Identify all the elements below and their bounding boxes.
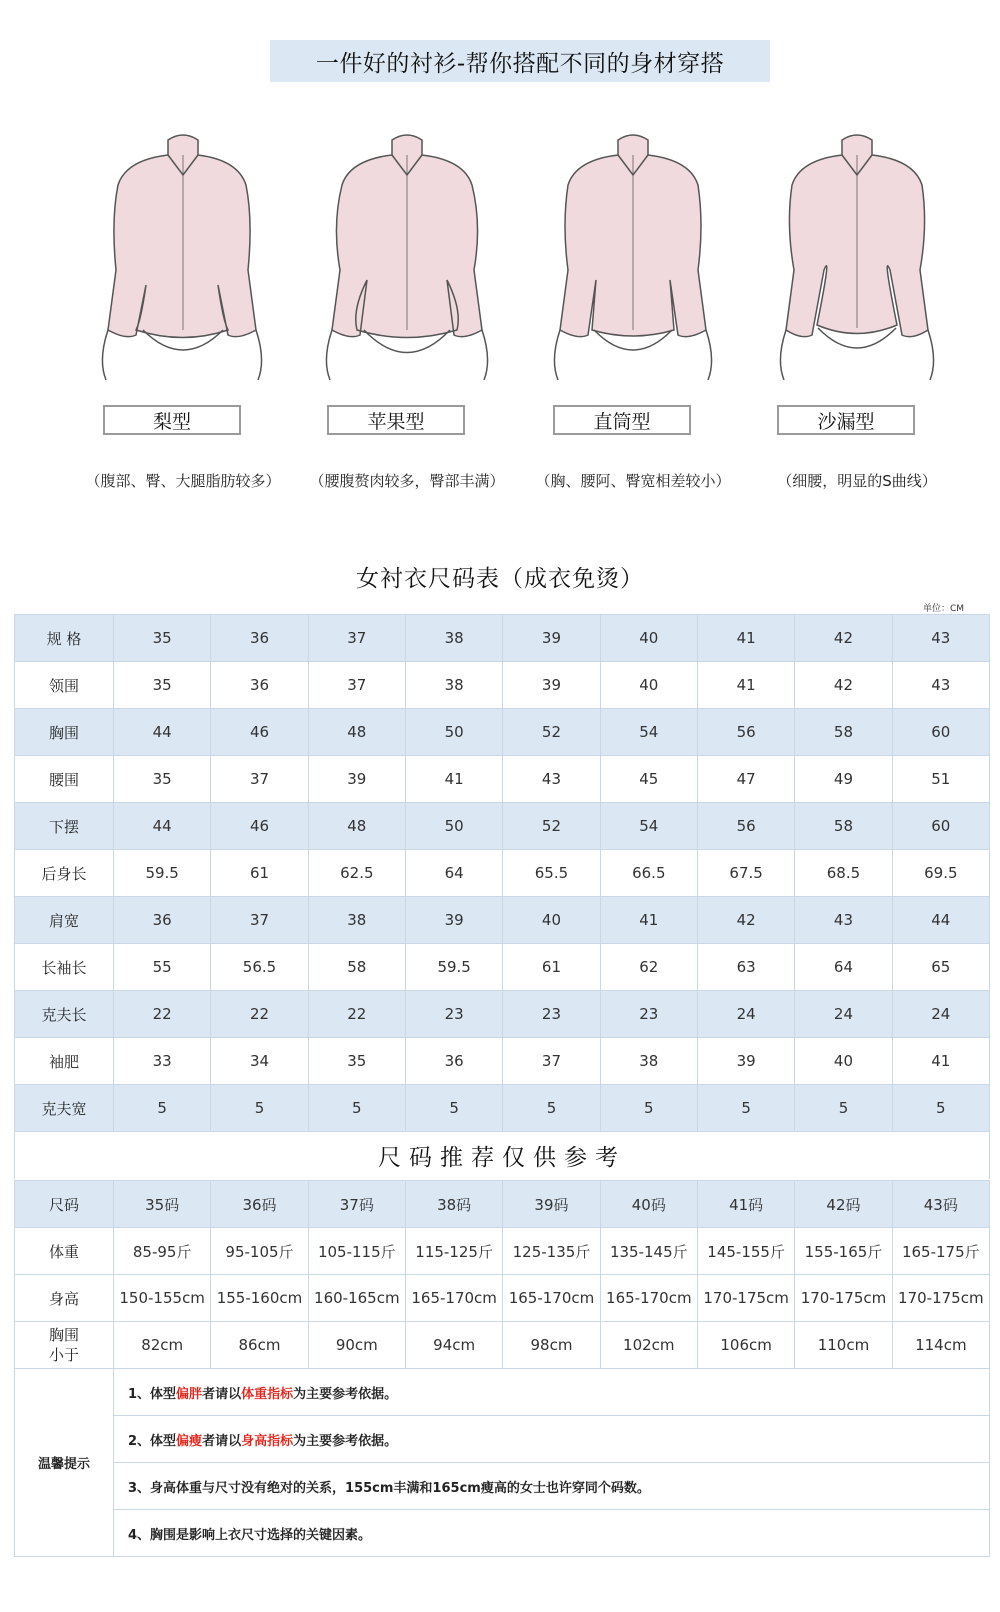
table-cell: 24 [892,991,989,1038]
table-cell: 62.5 [308,850,405,897]
table-cell: 98cm [503,1322,600,1369]
table-cell: 43 [892,662,989,709]
recommend-title: 尺码推荐仅供参考 [14,1132,990,1179]
type-label-box [777,405,915,435]
table-cell: 59.5 [405,944,502,991]
size-chart-table [14,614,990,1132]
table-cell: 56 [697,803,794,850]
table-cell: 5 [600,1085,697,1132]
size-chart-row [15,897,990,944]
table-cell: 56 [697,709,794,756]
table-cell: 38码 [405,1181,502,1228]
table-cell: 165-175斤 [892,1228,989,1275]
table-cell: 33 [114,1038,211,1085]
table-cell: 44 [114,803,211,850]
table-cell: 66.5 [600,850,697,897]
table-cell: 48 [308,709,405,756]
table-cell: 40 [503,897,600,944]
table-cell: 60 [892,803,989,850]
table-cell: 170-175cm [795,1275,892,1322]
type-description: （胸、腰阿、臀宽相差较小） [535,472,731,490]
table-cell: 85-95斤 [114,1228,211,1275]
table-cell: 110cm [795,1322,892,1369]
table-cell: 48 [308,803,405,850]
table-cell: 44 [114,709,211,756]
table-cell: 5 [211,1085,308,1132]
table-cell: 102cm [600,1322,697,1369]
hourglass-figure-illustration [742,130,972,400]
table-cell: 37码 [308,1181,405,1228]
table-cell: 41 [405,756,502,803]
table-cell: 43 [795,897,892,944]
tips-table [14,1368,990,1557]
row-label: 领围 [15,662,114,709]
recommend-table [14,1180,990,1369]
table-cell: 42 [795,662,892,709]
size-chart-row [15,1085,990,1132]
table-cell: 114cm [892,1322,989,1369]
row-label: 肩宽 [15,897,114,944]
table-cell: 5 [114,1085,211,1132]
tips-label: 温馨提示 [15,1369,114,1557]
table-cell: 23 [503,991,600,1038]
body-type-apple [292,130,522,500]
table-cell: 51 [892,756,989,803]
row-label: 后身长 [15,850,114,897]
table-cell: 58 [308,944,405,991]
table-cell: 35 [114,662,211,709]
table-cell: 155-160cm [211,1275,308,1322]
table-cell: 5 [795,1085,892,1132]
table-cell: 49 [795,756,892,803]
table-cell: 165-170cm [405,1275,502,1322]
rectangle-figure-illustration [518,130,748,400]
table-cell: 45 [600,756,697,803]
table-cell: 54 [600,803,697,850]
table-cell: 36码 [211,1181,308,1228]
table-cell: 42 [697,897,794,944]
row-label: 规 格 [15,615,114,662]
unit-label: 单位：CM [922,604,964,614]
table-cell: 39码 [503,1181,600,1228]
size-chart-row [15,709,990,756]
table-cell: 105-115斤 [308,1228,405,1275]
table-cell: 165-170cm [503,1275,600,1322]
table-cell: 41 [892,1038,989,1085]
table-cell: 60 [892,709,989,756]
recommend-row [15,1181,990,1228]
table-cell: 41码 [697,1181,794,1228]
table-cell: 35 [308,1038,405,1085]
table-cell: 38 [308,897,405,944]
tip-item-2: 2、体型偏瘦者请以身高指标为主要参考依据。 [114,1416,990,1463]
table-cell: 39 [503,615,600,662]
table-cell: 40 [600,615,697,662]
table-cell: 170-175cm [697,1275,794,1322]
table-cell: 47 [697,756,794,803]
type-label-box [553,405,691,435]
recommend-row [15,1228,990,1275]
size-chart-row [15,850,990,897]
pear-figure-illustration [68,130,298,400]
table-cell: 42码 [795,1181,892,1228]
table-cell: 46 [211,709,308,756]
table-cell: 22 [211,991,308,1038]
table-cell: 38 [405,662,502,709]
table-cell: 39 [308,756,405,803]
type-label-box [327,405,465,435]
table-cell: 43 [503,756,600,803]
table-cell: 50 [405,803,502,850]
table-cell: 135-145斤 [600,1228,697,1275]
size-chart-row [15,1038,990,1085]
table-cell: 106cm [697,1322,794,1369]
table-cell: 35 [114,615,211,662]
tip-item-3: 3、身高体重与尺寸没有绝对的关系，155cm丰满和165cm瘦高的女士也许穿同个码数。 [114,1463,990,1510]
type-description: （细腰，明显的S曲线） [777,472,937,490]
table-cell: 59.5 [114,850,211,897]
type-name: 沙漏型 [817,410,875,433]
table-cell: 23 [405,991,502,1038]
size-chart-row [15,991,990,1038]
table-cell: 64 [795,944,892,991]
table-cell: 39 [503,662,600,709]
type-description: （腹部、臀、大腿脂肪较多） [85,472,281,490]
table-cell: 61 [503,944,600,991]
table-cell: 36 [211,615,308,662]
table-cell: 54 [600,709,697,756]
table-cell: 170-175cm [892,1275,989,1322]
row-label: 克夫宽 [15,1085,114,1132]
table-cell: 5 [503,1085,600,1132]
table-cell: 41 [697,662,794,709]
table-cell: 38 [600,1038,697,1085]
tip-item-1: 1、体型偏胖者请以体重指标为主要参考依据。 [114,1369,990,1416]
table-cell: 22 [114,991,211,1038]
table-cell: 38 [405,615,502,662]
table-cell: 37 [211,756,308,803]
table-cell: 5 [697,1085,794,1132]
table-cell: 37 [503,1038,600,1085]
table-cell: 24 [697,991,794,1038]
table-cell: 42 [795,615,892,662]
size-chart-row [15,615,990,662]
table-cell: 50 [405,709,502,756]
table-cell: 95-105斤 [211,1228,308,1275]
row-label: 体重 [15,1228,114,1275]
table-cell: 5 [308,1085,405,1132]
size-chart-row [15,944,990,991]
table-cell: 94cm [405,1322,502,1369]
body-type-rectangle [518,130,748,500]
table-cell: 39 [697,1038,794,1085]
body-type-hourglass [742,130,972,500]
table-cell: 41 [600,897,697,944]
table-cell: 56.5 [211,944,308,991]
row-label: 胸围 小于 [15,1322,114,1369]
recommend-row [15,1275,990,1322]
table-cell: 67.5 [697,850,794,897]
table-cell: 37 [211,897,308,944]
recommend-row [15,1322,990,1369]
table-cell: 64 [405,850,502,897]
type-label-box [103,405,241,435]
size-chart-row [15,803,990,850]
body-type-pear [68,130,298,500]
table-cell: 63 [697,944,794,991]
table-cell: 52 [503,709,600,756]
row-label: 尺码 [15,1181,114,1228]
table-cell: 65.5 [503,850,600,897]
row-label: 身高 [15,1275,114,1322]
row-label: 下摆 [15,803,114,850]
table-cell: 86cm [211,1322,308,1369]
table-cell: 34 [211,1038,308,1085]
table-cell: 43码 [892,1181,989,1228]
table-cell: 39 [405,897,502,944]
type-name: 苹果型 [367,410,425,433]
table-cell: 90cm [308,1322,405,1369]
table-cell: 22 [308,991,405,1038]
body-type-figures [0,130,1000,500]
size-chart-row [15,756,990,803]
table-cell: 160-165cm [308,1275,405,1322]
table-cell: 35码 [114,1181,211,1228]
table-cell: 150-155cm [114,1275,211,1322]
row-label: 克夫长 [15,991,114,1038]
table-cell: 82cm [114,1322,211,1369]
type-description: （腰腹赘肉较多，臀部丰满） [309,472,505,490]
table-cell: 43 [892,615,989,662]
size-chart-row [15,662,990,709]
table-cell: 5 [405,1085,502,1132]
table-cell: 61 [211,850,308,897]
row-label: 胸围 [15,709,114,756]
table-cell: 145-155斤 [697,1228,794,1275]
table-cell: 5 [892,1085,989,1132]
table-cell: 40 [600,662,697,709]
table-cell: 62 [600,944,697,991]
table-cell: 37 [308,615,405,662]
table-cell: 165-170cm [600,1275,697,1322]
table-cell: 23 [600,991,697,1038]
row-label: 袖肥 [15,1038,114,1085]
table-cell: 68.5 [795,850,892,897]
table-cell: 52 [503,803,600,850]
table-cell: 40码 [600,1181,697,1228]
row-label: 腰围 [15,756,114,803]
table-cell: 65 [892,944,989,991]
table-cell: 155-165斤 [795,1228,892,1275]
table-cell: 41 [697,615,794,662]
size-chart-title: 女衬衣尺码表（成衣免烫） [356,566,644,592]
table-cell: 36 [114,897,211,944]
table-cell: 35 [114,756,211,803]
table-cell: 36 [211,662,308,709]
table-cell: 58 [795,803,892,850]
page-title: 一件好的衬衫-帮你搭配不同的身材穿搭 [270,40,770,82]
table-cell: 69.5 [892,850,989,897]
type-name: 直筒型 [593,410,651,433]
table-cell: 58 [795,709,892,756]
table-cell: 115-125斤 [405,1228,502,1275]
tip-item-4: 4、胸围是影响上衣尺寸选择的关键因素。 [114,1510,990,1557]
table-cell: 37 [308,662,405,709]
type-name: 梨型 [152,410,191,433]
table-cell: 55 [114,944,211,991]
row-label: 长袖长 [15,944,114,991]
table-cell: 36 [405,1038,502,1085]
apple-figure-illustration [292,130,522,400]
table-cell: 125-135斤 [503,1228,600,1275]
table-cell: 40 [795,1038,892,1085]
table-cell: 24 [795,991,892,1038]
table-cell: 46 [211,803,308,850]
table-cell: 44 [892,897,989,944]
